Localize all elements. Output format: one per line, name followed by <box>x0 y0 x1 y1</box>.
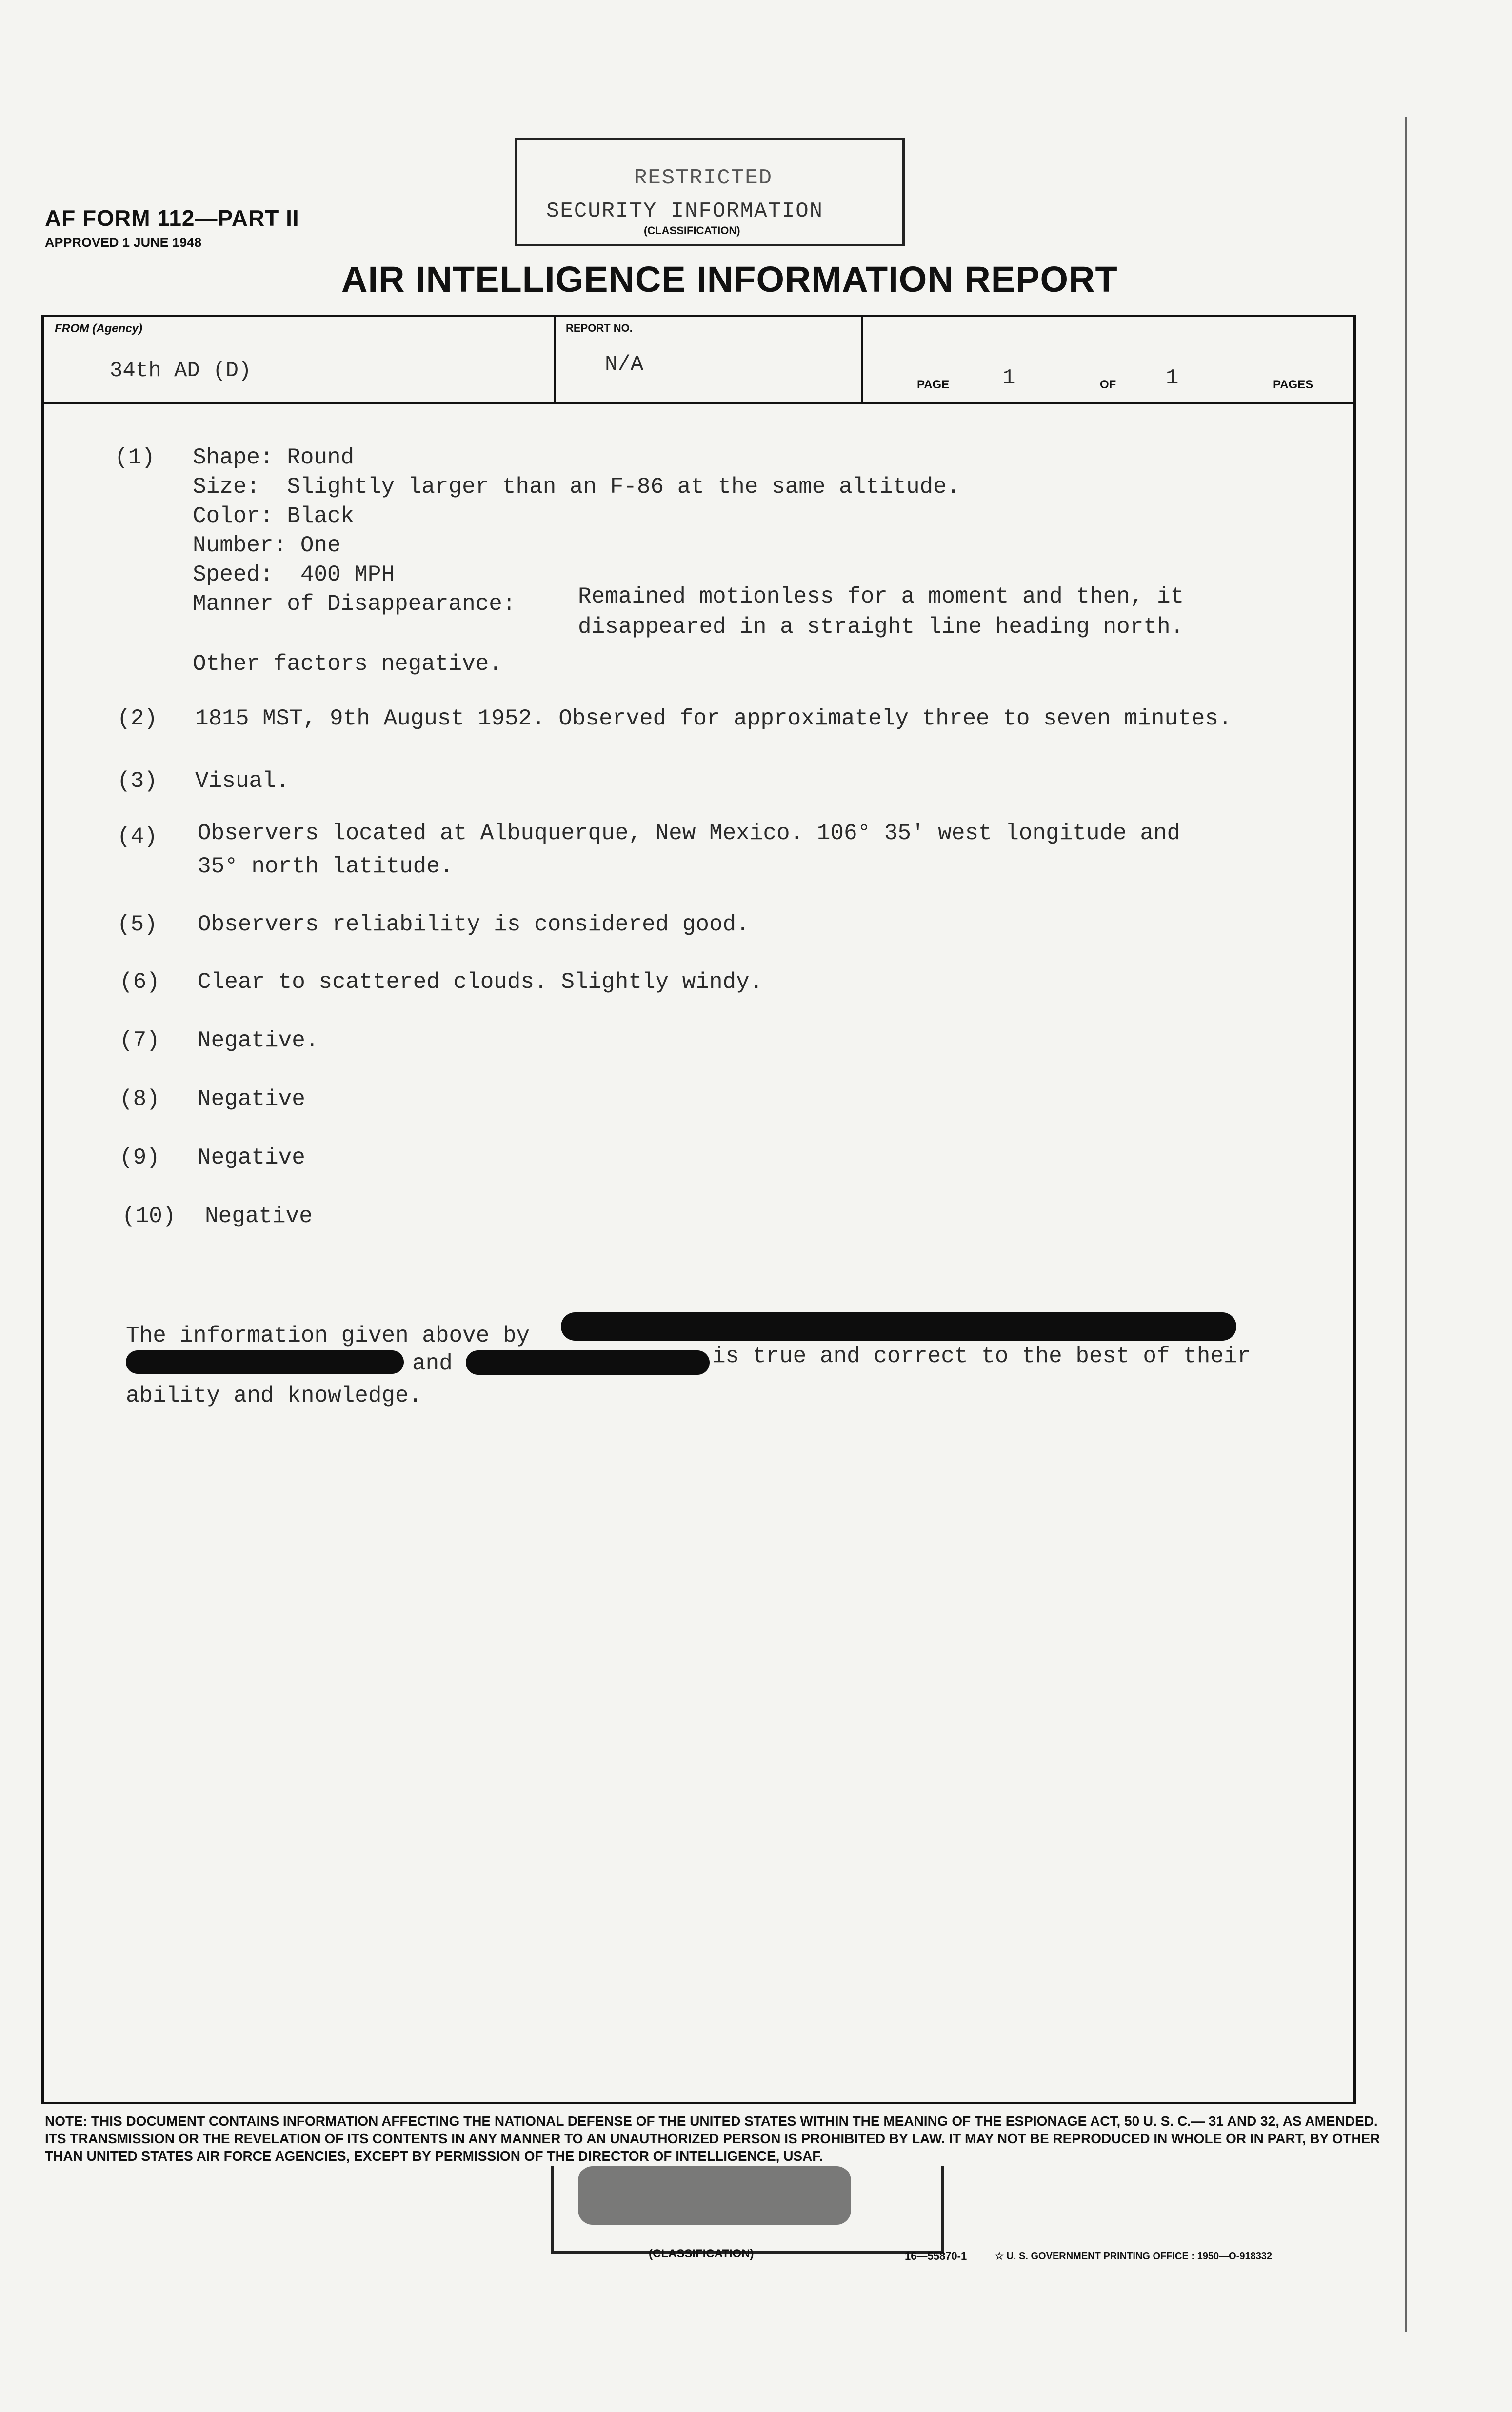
page-edge-rule <box>1405 117 1407 2332</box>
item-9-text: Negative <box>198 1145 305 1170</box>
redaction-2 <box>126 1350 404 1374</box>
item-10-number: (10) <box>122 1204 176 1229</box>
form-number: 16—55870-1 <box>905 2250 967 2262</box>
page-label: PAGE <box>917 378 950 391</box>
classification-label-bottom: (CLASSIFICATION) <box>649 2247 754 2260</box>
item-6-text: Clear to scattered clouds. Slightly windy. <box>198 969 763 995</box>
pages-label: PAGES <box>1273 378 1313 391</box>
approval-date: APPROVED 1 JUNE 1948 <box>45 235 202 250</box>
header-divider-1 <box>554 315 556 404</box>
item-1-number-count: Number: One <box>193 533 341 558</box>
item-7-number: (7) <box>119 1028 160 1053</box>
item-4-line-1: Observers located at Albuquerque, New Mexico. 106° 35' west longitude and <box>198 821 1181 846</box>
item-1-shape: Shape: Round <box>193 445 355 470</box>
item-3-text: Visual. <box>195 768 290 794</box>
item-1-manner-line-1: Remained motionless for a moment and then, it <box>578 584 1184 609</box>
statement-line-2: is true and correct to the best of their <box>712 1344 1251 1369</box>
gpo-imprint: ☆ U. S. GOVERNMENT PRINTING OFFICE : 1950—O-918332 <box>995 2251 1273 2262</box>
from-agency-label: FROM (Agency) <box>55 322 142 335</box>
total-pages: 1 <box>1166 366 1179 390</box>
statement-and: and <box>412 1351 453 1376</box>
classification-box-top-rule <box>515 244 905 246</box>
report-title: AIR INTELLIGENCE INFORMATION REPORT <box>341 259 1118 300</box>
item-2-number: (2) <box>117 706 158 731</box>
redaction-1 <box>561 1312 1236 1341</box>
item-8-text: Negative <box>198 1086 305 1112</box>
of-label: OF <box>1100 378 1116 391</box>
item-1-number: (1) <box>115 445 155 470</box>
item-3-number: (3) <box>117 768 158 794</box>
form-id: AF FORM 112—PART II <box>45 205 299 231</box>
item-1-size: Size: Slightly larger than an F-86 at the same altitude. <box>193 474 960 500</box>
item-1-other: Other factors negative. <box>193 651 502 677</box>
statement-line-1: The information given above by <box>126 1323 530 1348</box>
item-6-number: (6) <box>119 969 160 995</box>
header-divider-2 <box>861 315 863 404</box>
item-9-number: (9) <box>119 1145 160 1170</box>
statement-line-3: ability and knowledge. <box>126 1383 422 1408</box>
report-no-value: N/A <box>605 352 644 377</box>
classification-label-top: (CLASSIFICATION) <box>644 224 740 237</box>
item-8-number: (8) <box>119 1086 160 1112</box>
item-1-manner-label: Manner of Disappearance: <box>193 591 516 617</box>
from-agency-value: 34th AD (D) <box>110 359 252 383</box>
bottom-classification-redaction <box>578 2166 851 2225</box>
item-5-number: (5) <box>117 912 158 937</box>
item-4-line-2: 35° north latitude. <box>198 854 454 879</box>
item-1-speed: Speed: 400 MPH <box>193 562 395 587</box>
page-number: 1 <box>1002 366 1015 390</box>
item-2-text: 1815 MST, 9th August 1952. Observed for approximately three to seven minutes. <box>195 706 1232 731</box>
item-10-text: Negative <box>205 1204 313 1229</box>
item-1-color: Color: Black <box>193 503 355 529</box>
item-4-number: (4) <box>117 824 158 849</box>
item-5-text: Observers reliability is considered good. <box>198 912 750 937</box>
restricted-stamp: RESTRICTED <box>634 166 773 190</box>
redaction-3 <box>466 1350 710 1375</box>
espionage-act-notice: NOTE: THIS DOCUMENT CONTAINS INFORMATION AFFECTING THE NATIONAL DEFENSE OF THE UNITED STATES WITHIN THE MEANING OF THE ESPIONAGE ACT, 50 U. S. C.— 31 AND 32, AS AMENDED. ITS TRANSMISSION OR THE REVELATION OF ITS CONTENTS IN ANY MANNER TO AN UNAUTHORIZED PERSON IS PROHIBITED BY LAW. IT MAY NOT BE REPRODUCED IN WHOLE OR IN PART, BY OTHER THAN UNITED STATES AIR FORCE AGENCIES, EXCEPT BY PERMISSION OF THE DIRECTOR OF INTELLIGENCE, USAF. <box>45 2113 1380 2164</box>
item-1-manner-line-2: disappeared in a straight line heading north. <box>578 614 1184 640</box>
security-information-stamp: SECURITY INFORMATION <box>546 199 824 223</box>
report-no-label: REPORT NO. <box>566 322 633 334</box>
item-7-text: Negative. <box>198 1028 319 1053</box>
